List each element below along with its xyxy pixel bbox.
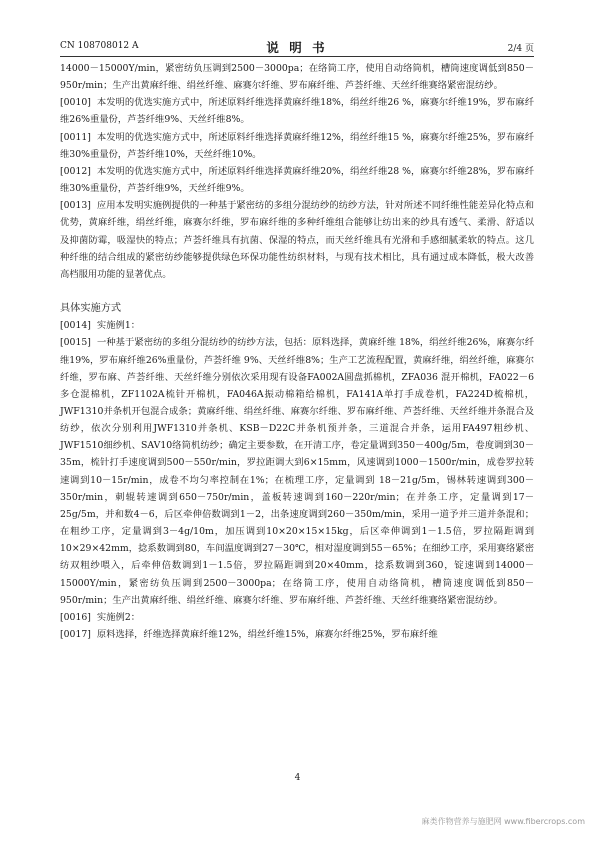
section-gap	[60, 283, 534, 300]
page-header	[60, 38, 534, 54]
paragraph-text: 一种基于紧密纺的多组分混纺纱的纺纱方法，包括：原料选择，黄麻纤维 18%，绢丝纤维26%，麻赛尔纤维19%，罗布麻纤维26%重量份，芦荟纤维 9%、天丝纤维8%；生产工艺流程配置，黄麻纤维，绢丝纤维，麻赛尔纤维，罗布麻、芦荟纤维、天丝纤维分别依次采用现有设备FA002A圆盘抓棉机，ZFA036 混开棉机，FA022－6多仓混棉机，ZF1102A梳针开棉机，FA046A振动棉箱给棉机，FA141A单打手成卷机，FA224D梳棉机，JWF1310并条机开包混合成条；黄麻纤维、绢丝纤维、麻赛尔纤维、罗布麻纤维、芦荟纤维、天丝纤维并条混合及纺纱，依次分别利用JWF1310并条机、KSB－D22C并条机预并条，三道混合并条，运用FA497粗纱机、JWF1510细纱机、SAV10络筒机纺纱；确定主要参数，在开清工序，卷定量调到350－400g/5m，卷度调到30－35m，梳针打手速度调到500－550r/min，罗拉距调大到6×15mm，风速调到1000－1500r/min，成卷罗拉转速调到10－15r/min，成卷不均匀率控制在1%；在梳理工序，定量调到 18－21g/5m，锡林转速调到300－350r/min，刺辊转速调到650－750r/min，盖板转速调到160－220r/min；在并条工序，定量调到17－25g/5m，并和数4－6，后区牵伸倍数调到1－2，出条速度调到260－350m/min，采用一道予并三道并条混和；在粗纱工序，定量调到3－4g/10m，加压调到10×20×15×15kg，后区牵伸调到1－1.5倍，罗拉隔距调到10×29×42mm，捻系数调到80，车间温度调到27－30℃，相对湿度调到55－65%；在细纱工序，采用赛络紧密纺双粗纱喂入，后牵伸倍数调到1－1.5倍，罗拉隔距调到20×40mm，捻系数调到360，锭速调到14000－15000Y/min，紧密纺负压调到2500－3000pa；在络筒工序，使用自动络筒机，槽筒速度调低到850－950r/min；生产出黄麻纤维、绢丝纤维、麻赛尔纤维、罗布麻纤维、芦荟纤维、天丝纤维赛络紧密混纺纱。	[60, 337, 534, 606]
paragraph-0016	[60, 609, 534, 626]
paragraph-0014	[60, 317, 534, 334]
example-label: 实施例1：	[96, 320, 141, 332]
paragraph-0011	[60, 129, 534, 163]
document-body	[60, 60, 534, 643]
example-label: 实施例2：	[96, 611, 141, 623]
paragraph-text: 本发明的优选实施方式中，所述原料纤维选择黄麻纤维18%，绢丝纤维26 %，麻赛尔纤维19%，罗布麻纤维26%重量份，芦荟纤维9%、天丝纤维8%。	[60, 97, 534, 126]
paragraph-tag: [0016]	[60, 611, 91, 623]
page-number: 4	[294, 773, 301, 783]
paragraph-0010	[60, 94, 534, 128]
section-heading: 具体实施方式	[60, 303, 122, 315]
patent-number: CN 108708012 A	[60, 41, 139, 51]
paragraph-tag: [0015]	[60, 337, 91, 349]
paragraph-tag: [0013]	[60, 200, 91, 212]
paragraph-tag: [0012]	[60, 165, 91, 177]
paragraph-tag: [0010]	[60, 97, 91, 109]
paragraph-text: 本发明的优选实施方式中，所述原料纤维选择黄麻纤维20%，绢丝纤维28 %，麻赛尔纤维28%，罗布麻纤维30%重量份，芦荟纤维9%，天丝纤维9%。	[60, 165, 534, 195]
paragraph-tag: [0017]	[60, 629, 91, 640]
document-title: 说 明 书	[266, 40, 328, 55]
watermark-text: 麻类作物营养与施肥网 www.fibercrops.com	[421, 817, 585, 826]
paragraph-0012	[60, 163, 534, 197]
page-indicator: 2/4 页	[507, 44, 534, 54]
paragraph-text: 原料选择，纤维选择黄麻纤维12%，绢丝纤维15%，麻赛尔纤维25%，罗布麻纤维	[96, 629, 438, 640]
paragraph-text: 本发明的优选实施方式中，所述原料纤维选择黄麻纤维12%，绢丝纤维15 %，麻赛尔纤维25%，罗布麻纤维30%重量份，芦荟纤维10%，天丝纤维10%。	[60, 131, 534, 160]
header-rule	[60, 56, 534, 57]
paragraph-text: 应用本发明实施例提供的一种基于紧密纺的多组分混纺纱的纺纱方法，针对所述不同纤维性能差异化特点和优势，黄麻纤维，绢丝纤维，麻赛尔纤维，罗布麻纤维的多种纤维组合能够让纺出来的纱具有透气、柔滑、舒适以及抑菌防霉，吸湿快的特点；芦荟纤维具有抗菌、保湿的特点，而天丝纤维具有光滑和手感细腻柔软的特点。这几种纤维的结合组成的紧密纺纱能够提供绿色环保功能性纺织材料，与现有技术相比，具有通过成本降低，极大改善高档服用功能的显著优点。	[60, 200, 534, 280]
paragraph-tag: [0014]	[60, 320, 91, 332]
intro-paragraph: 14000－15000Y/min，紧密纺负压调到2500－3000pa；在络筒工序，使用自动络筒机，槽筒速度调低到850－950r/min；生产出黄麻纤维、绢丝纤维、麻赛尔纤维、罗布麻纤维、芦荟纤维、天丝纤维赛络紧密混纺纱。	[60, 63, 534, 92]
paragraph-0017	[60, 626, 534, 643]
paragraph-0013	[60, 197, 534, 283]
paragraph-0015	[60, 334, 534, 609]
paragraph-tag: [0011]	[60, 131, 91, 143]
